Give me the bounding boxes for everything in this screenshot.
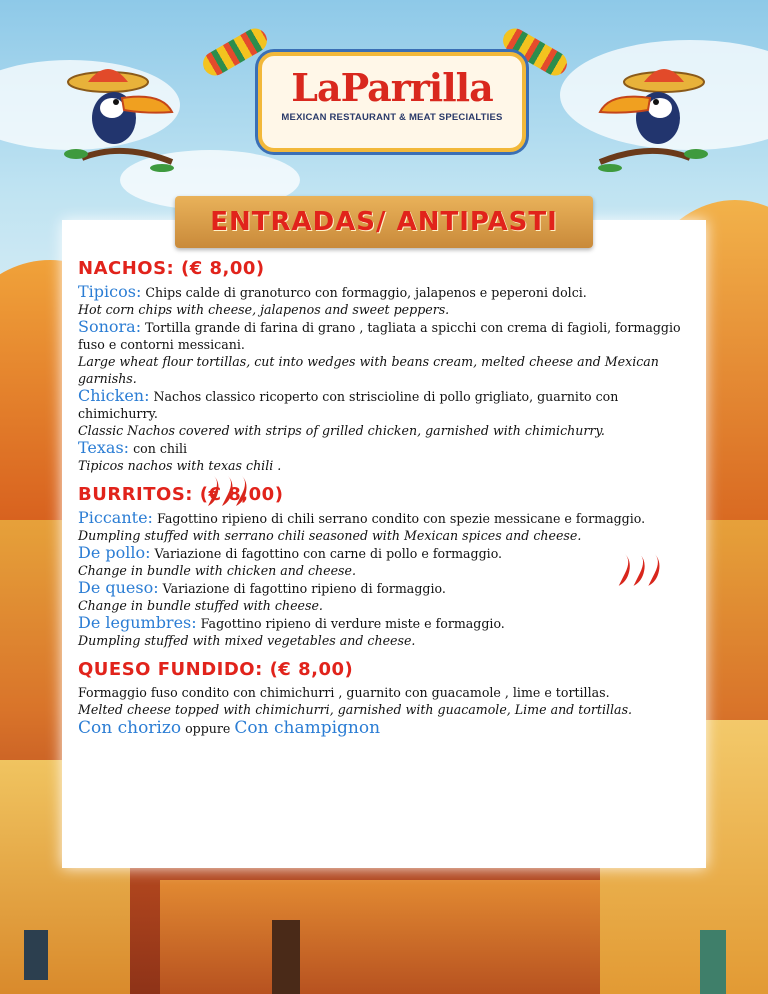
door — [272, 920, 300, 994]
page-title-banner — [175, 196, 593, 248]
option-champignon: Con champignon — [234, 718, 381, 738]
menu-item-italian: Fagottino ripieno di verdure miste e formaggio. — [200, 616, 505, 631]
menu-item-english: Change in bundle with chicken and cheese. — [78, 563, 356, 578]
adobe-wall — [160, 880, 600, 994]
section-title-nachos: NACHOS: (€ 8,00) — [78, 258, 265, 279]
section-title-burritos: BURRITOS: (€ 8,00) — [78, 484, 284, 505]
menu-item-description — [78, 283, 698, 301]
menu-item-name: Piccante: — [78, 508, 153, 527]
menu-item-english: Tipicos nachos with texas chili . — [78, 458, 282, 473]
menu-item-english: Melted cheese topped with chimichurri, garnished with guacamole, Lime and tortillas. — [78, 702, 633, 717]
menu-content — [78, 258, 698, 737]
menu-item-description — [78, 387, 698, 422]
menu-item-description — [78, 318, 698, 353]
logo-tagline: MEXICAN RESTAURANT & MEAT SPECIALTIES — [281, 112, 503, 123]
menu-item-english: Change in bundle stuffed with cheese. — [78, 598, 323, 613]
menu-item-italian: Fagottino ripieno di chili serrano condito con spezie messicane e formaggio. — [156, 511, 646, 526]
menu-item-name: Sonora: — [78, 317, 142, 336]
menu-item-description — [78, 509, 698, 527]
menu-item-description — [78, 544, 698, 562]
menu-item-italian: Nachos classico ricoperto con striscioline di pollo grigliato, guarnito con chimichurry. — [78, 389, 619, 421]
chili-pepper-icon — [206, 474, 254, 508]
menu-item-english: Dumpling stuffed with mixed vegetables and cheese. — [78, 633, 416, 648]
door — [24, 930, 48, 980]
toucan-icon — [590, 62, 710, 172]
door — [700, 930, 726, 994]
menu-item-english: Hot corn chips with cheese, jalapenos and sweet peppers. — [78, 302, 450, 317]
menu-item-name: De pollo: — [78, 543, 151, 562]
menu-item-english: Large wheat flour tortillas, cut into wedges with beans cream, melted cheese and Mexican garnishs. — [78, 354, 659, 386]
menu-item-italian: Variazione di fagottino ripieno di formaggio. — [162, 581, 446, 596]
menu-item-description — [78, 579, 698, 597]
page-title: ENTRADAS/ ANTIPASTI — [210, 207, 558, 237]
header — [0, 0, 768, 190]
toucan-icon — [62, 62, 182, 172]
menu-item-description — [78, 439, 698, 457]
menu-item-name: Texas: — [78, 438, 130, 457]
menu-item-name: De legumbres: — [78, 613, 197, 632]
menu-item-italian: Chips calde di granoturco con formaggio, jalapenos e peperoni dolci. — [145, 285, 587, 300]
logo-name: LaParrilla — [291, 65, 493, 110]
menu-item-name: De queso: — [78, 578, 159, 597]
menu-item-english: Dumpling stuffed with serrano chili seasoned with Mexican spices and cheese. — [78, 528, 582, 543]
chili-pepper-icon — [614, 552, 670, 588]
menu-item-name: Chicken: — [78, 386, 150, 405]
option-chorizo: Con chorizo — [78, 718, 182, 738]
section-title-queso: QUESO FUNDIDO: (€ 8,00) — [78, 659, 354, 680]
menu-item-name: Tipicos: — [78, 282, 142, 301]
menu-item-english: Classic Nachos covered with strips of grilled chicken, garnished with chimichurry. — [78, 423, 605, 438]
queso-options — [78, 720, 698, 737]
restaurant-logo — [258, 52, 526, 152]
menu-item-italian: con chili — [133, 441, 188, 456]
menu-item-italian: Variazione di fagottino con carne di pollo e formaggio. — [154, 546, 503, 561]
menu-item-description — [78, 614, 698, 632]
option-separator: oppure — [185, 721, 231, 736]
menu-item-italian: Formaggio fuso condito con chimichurri , guarnito con guacamole , lime e tortillas. — [78, 685, 610, 700]
menu-item-italian: Tortilla grande di farina di grano , tagliata a spicchi con crema di fagioli, formaggio fuso e contorni messicani. — [78, 320, 681, 352]
